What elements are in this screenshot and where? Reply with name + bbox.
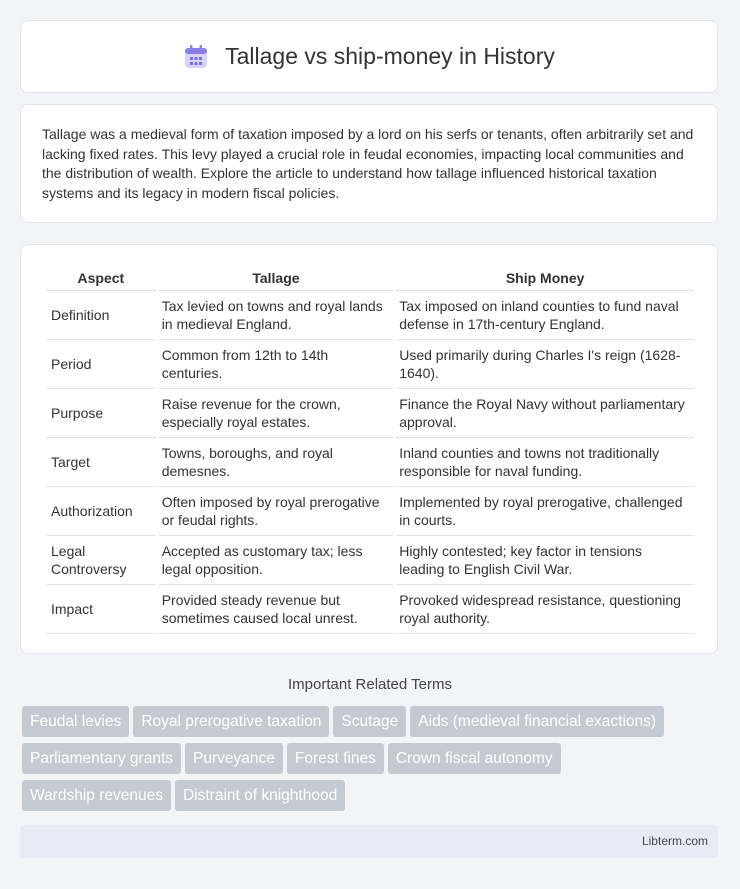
ship-money-cell: Finance the Royal Navy without parliamentary approval. [396, 389, 694, 438]
related-term-tag[interactable]: Feudal levies [22, 706, 129, 737]
table-row [46, 389, 694, 438]
tallage-cell: Tax levied on towns and royal lands in medieval England. [159, 291, 394, 340]
related-term-tag[interactable]: Distraint of knighthood [175, 780, 345, 811]
ship-money-cell: Tax imposed on inland counties to fund naval defense in 17th-century England. [396, 291, 694, 340]
title-card [20, 20, 718, 93]
aspect-cell: Authorization [46, 487, 156, 536]
ship-money-cell: Provoked widespread resistance, questioning royal authority. [396, 585, 694, 634]
related-term-tag[interactable]: Forest fines [287, 743, 384, 774]
intro-card [20, 104, 718, 223]
ship-money-cell: Highly contested; key factor in tensions leading to English Civil War. [396, 536, 694, 585]
aspect-cell: Period [46, 340, 156, 389]
aspect-cell: Legal Controversy [46, 536, 156, 585]
ship-money-cell: Inland counties and towns not traditionally responsible for naval funding. [396, 438, 694, 487]
tallage-cell: Raise revenue for the crown, especially royal estates. [159, 389, 394, 438]
related-terms-list [22, 706, 722, 817]
aspect-cell: Purpose [46, 389, 156, 438]
related-term-tag[interactable]: Aids (medieval financial exactions) [410, 706, 664, 737]
related-term-tag[interactable]: Wardship revenues [22, 780, 171, 811]
column-header-ship-money: Ship Money [396, 265, 694, 291]
table-row [46, 340, 694, 389]
related-term-tag[interactable]: Purveyance [185, 743, 283, 774]
aspect-cell: Definition [46, 291, 156, 340]
tallage-cell: Towns, boroughs, and royal demesnes. [159, 438, 394, 487]
tallage-cell: Often imposed by royal prerogative or feudal rights. [159, 487, 394, 536]
footer [20, 825, 718, 858]
tallage-cell: Common from 12th to 14th centuries. [159, 340, 394, 389]
footer-site-link[interactable]: Libterm.com [641, 834, 708, 848]
table-row [46, 291, 694, 340]
related-term-tag[interactable]: Crown fiscal autonomy [388, 743, 561, 774]
tallage-cell: Provided steady revenue but sometimes caused local unrest. [159, 585, 394, 634]
aspect-cell: Target [46, 438, 156, 487]
table-header-row [46, 265, 694, 291]
table-row [46, 536, 694, 585]
aspect-cell: Impact [46, 585, 156, 634]
comparison-table-card [20, 244, 718, 654]
related-terms-heading: Important Related Terms [288, 676, 452, 693]
column-header-tallage: Tallage [159, 265, 394, 291]
ship-money-cell: Implemented by royal prerogative, challenged in courts. [396, 487, 694, 536]
tallage-cell: Accepted as customary tax; less legal opposition. [159, 536, 394, 585]
related-term-tag[interactable]: Parliamentary grants [22, 743, 181, 774]
related-term-tag[interactable]: Royal prerogative taxation [133, 706, 329, 737]
page-title: Tallage vs ship-money in History [225, 43, 555, 69]
table-row [46, 585, 694, 634]
table-row [46, 438, 694, 487]
column-header-aspect: Aspect [46, 265, 156, 291]
comparison-table [43, 265, 697, 634]
table-row [46, 487, 694, 536]
calendar-icon [183, 44, 209, 70]
related-term-tag[interactable]: Scutage [333, 706, 406, 737]
intro-text: Tallage was a medieval form of taxation imposed by a lord on his serfs or tenants, often arbitrarily set and lacking fixed rates. This levy played a crucial role in feudal economies, impacting local communities and the distribution of wealth. Explore the article to understand how tallage influenced historical taxation systems and its legacy in modern fiscal policies. [42, 126, 694, 201]
ship-money-cell: Used primarily during Charles I's reign (1628-1640). [396, 340, 694, 389]
